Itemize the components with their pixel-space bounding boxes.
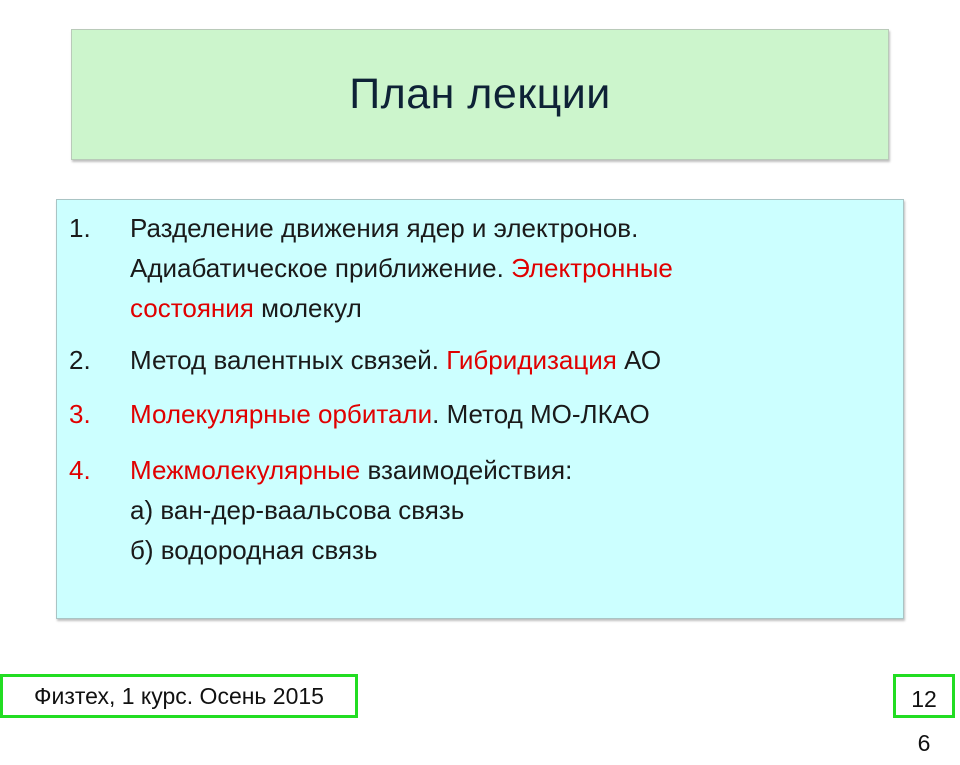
list-item-number: 3. (69, 399, 91, 429)
content-panel (56, 199, 904, 619)
list-item-line (130, 530, 890, 570)
list-item-highlight: Межмолекулярные (130, 455, 361, 485)
list-item-text: . Метод МО-ЛКАО (432, 399, 650, 429)
list-item-4 (69, 450, 889, 570)
page-number-extra: 6 (917, 730, 931, 756)
list-item-line (130, 288, 890, 328)
list-item-text: Метод валентных связей. (130, 345, 447, 375)
list-item-body (130, 340, 890, 380)
list-item-highlight: Молекулярные орбитали (130, 399, 433, 429)
footer-course-label (0, 674, 358, 718)
list-item-highlight: Гибридизация (446, 345, 617, 375)
list-item-body (130, 208, 890, 328)
list-item-line (130, 208, 890, 248)
list-item-2 (69, 340, 889, 380)
list-item-text: Адиабатическое приближение. (130, 253, 512, 283)
list-item-number: 2. (69, 345, 91, 375)
list-item-line (130, 450, 890, 490)
list-item-body (130, 394, 890, 434)
list-item-text: б) водородная связь (130, 535, 378, 565)
list-item-body (130, 450, 890, 570)
list-item-1 (69, 208, 889, 328)
page-title: План лекции (349, 70, 611, 118)
footer-page-number (893, 674, 955, 756)
list-item-text: а) ван-дер-ваальсова связь (130, 495, 465, 525)
list-item-number: 1. (69, 213, 91, 243)
footer-course-text: Физтех, 1 курс. Осень 2015 (34, 682, 324, 709)
list-item-number: 4. (69, 455, 91, 485)
list-item-highlight: Электронные (511, 253, 673, 283)
title-panel (71, 29, 889, 160)
list-item-text: Разделение движения ядер и электронов. (130, 213, 639, 243)
list-item-highlight: состояния (130, 293, 254, 323)
list-item-3 (69, 394, 889, 434)
list-item-line (130, 490, 890, 530)
list-item-line (130, 248, 890, 288)
list-item-text: взаимодействия: (360, 455, 573, 485)
list-item-text: АО (616, 345, 662, 375)
page-number-text: 12 (911, 686, 937, 712)
list-item-text: молекул (253, 293, 362, 323)
